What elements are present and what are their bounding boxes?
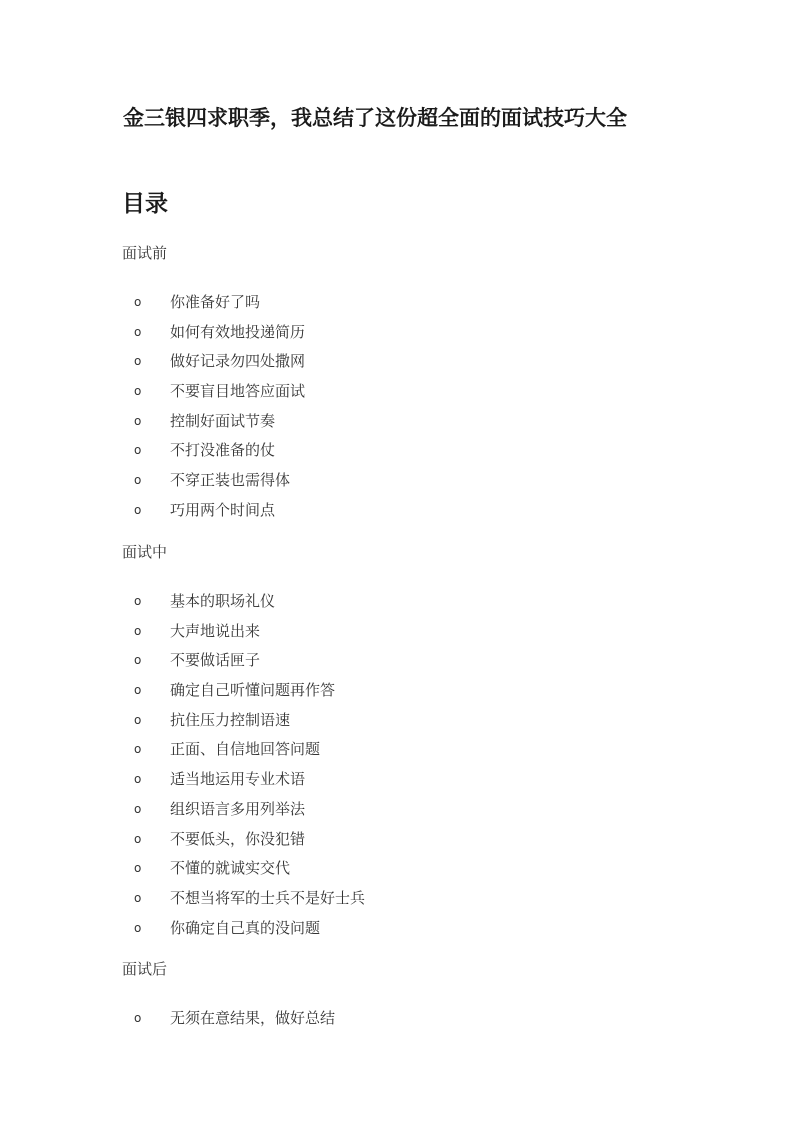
list-item — [0, 706, 800, 736]
list-item-text: 你准备好了吗 — [170, 293, 261, 311]
bullet-icon: o — [134, 354, 142, 369]
list-item — [0, 347, 800, 377]
toc-list-during-interview — [0, 587, 800, 943]
bullet-icon: o — [134, 920, 142, 935]
list-item — [0, 765, 800, 795]
bullet-icon: o — [134, 324, 142, 339]
bullet-icon: o — [134, 473, 142, 488]
list-item-text: 确定自己听懂问题再作答 — [170, 681, 336, 700]
list-item-text: 正面、自信地回答问题 — [170, 740, 321, 759]
list-item — [0, 407, 800, 437]
list-item-text: 不想当将军的士兵不是好士兵 — [170, 888, 366, 907]
document-title: 金三银四求职季，我总结了这份超全面的面试技巧大全 — [123, 106, 627, 130]
list-item — [0, 318, 800, 348]
list-item — [0, 587, 800, 617]
list-item — [0, 617, 800, 647]
bullet-icon: o — [134, 623, 142, 638]
list-item-text: 不穿正装也需得体 — [170, 471, 291, 490]
list-item — [0, 884, 800, 914]
bullet-icon: o — [134, 890, 142, 905]
bullet-icon: o — [134, 413, 142, 428]
list-item-text: 适当地运用专业术语 — [170, 770, 306, 789]
list-item — [0, 914, 800, 944]
list-item-text: 不懂的就诚实交代 — [170, 859, 291, 878]
list-item — [0, 646, 800, 676]
bullet-icon: o — [134, 443, 142, 458]
section-label-during-interview: 面试中 — [122, 543, 168, 561]
list-item-text: 抗住压力控制语速 — [170, 710, 291, 729]
bullet-icon: o — [134, 861, 142, 876]
list-item — [0, 1004, 800, 1034]
bullet-icon: o — [134, 594, 142, 608]
bullet-icon: o — [134, 801, 142, 816]
bullet-icon: o — [134, 712, 142, 727]
bullet-icon: o — [134, 1011, 142, 1025]
bullet-icon: o — [134, 683, 142, 698]
list-item-text: 组织语言多用列举法 — [170, 799, 306, 818]
list-item-text: 不打没准备的仗 — [170, 441, 276, 460]
list-item-text: 如何有效地投递简历 — [170, 322, 306, 341]
bullet-icon: o — [134, 502, 142, 517]
list-item-text: 做好记录勿四处撒网 — [170, 352, 306, 371]
bullet-icon: o — [134, 653, 142, 668]
section-label-after-interview: 面试后 — [122, 960, 168, 978]
list-item — [0, 795, 800, 825]
bullet-icon: o — [134, 742, 142, 757]
toc-list-after-interview — [0, 1004, 800, 1034]
bullet-icon: o — [134, 295, 142, 309]
list-item — [0, 854, 800, 884]
list-item-text: 无须在意结果，做好总结 — [170, 1009, 336, 1027]
bullet-icon: o — [134, 384, 142, 399]
list-item — [0, 735, 800, 765]
list-item — [0, 496, 800, 526]
list-item — [0, 825, 800, 855]
toc-heading: 目录 — [122, 191, 168, 217]
list-item-text: 不要盲目地答应面试 — [170, 382, 306, 401]
list-item-text: 你确定自己真的没问题 — [170, 918, 321, 937]
list-item-text: 基本的职场礼仪 — [170, 592, 276, 610]
list-item — [0, 288, 800, 318]
list-item-text: 大声地说出来 — [170, 621, 261, 640]
section-label-before-interview: 面试前 — [122, 244, 168, 262]
list-item — [0, 377, 800, 407]
bullet-icon: o — [134, 831, 142, 846]
list-item — [0, 436, 800, 466]
list-item-text: 不要做话匣子 — [170, 651, 261, 670]
list-item-text: 不要低头，你没犯错 — [170, 829, 306, 848]
list-item — [0, 466, 800, 496]
toc-list-before-interview — [0, 288, 800, 526]
bullet-icon: o — [134, 772, 142, 787]
list-item — [0, 676, 800, 706]
list-item-text: 巧用两个时间点 — [170, 500, 276, 519]
list-item-text: 控制好面试节奏 — [170, 411, 276, 430]
